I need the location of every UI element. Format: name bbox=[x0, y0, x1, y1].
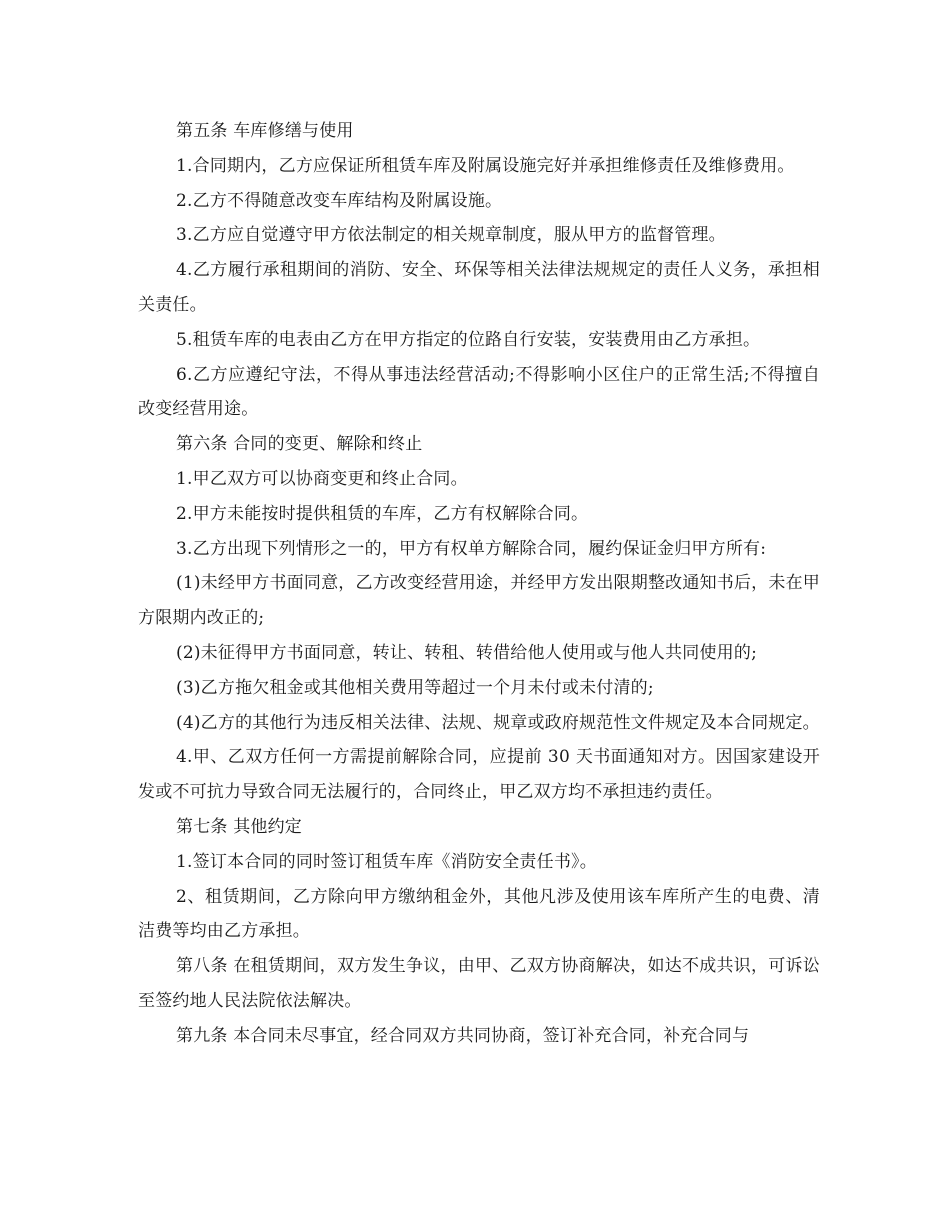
clause-6-3-item-3: (3)乙方拖欠租金或其他相关费用等超过一个月未付或未付清的; bbox=[176, 677, 654, 698]
clause-6-3: 3.乙方出现下列情形之一的，甲方有权单方解除合同，履约保证金归甲方所有: bbox=[176, 538, 767, 559]
clause-7-1: 1.签订本合同的同时签订租赁车库《消防安全责任书》。 bbox=[176, 851, 597, 872]
clause-6-2: 2.甲方未能按时提供租赁的车库，乙方有权解除合同。 bbox=[176, 503, 589, 524]
article-6-heading: 第六条 合同的变更、解除和终止 bbox=[176, 434, 423, 455]
clause-6-3-item-1: (1)未经甲方书面同意，乙方改变经营用途，并经甲方发出限期整改通知书后，未在甲方限期内改正的; bbox=[138, 573, 820, 629]
clause-6-1: 1.甲乙双方可以协商变更和终止合同。 bbox=[176, 468, 468, 489]
article-9: 第九条 本合同未尽事宜，经合同双方共同协商，签订补充合同，补充合同与 bbox=[176, 1025, 750, 1046]
article-5-heading: 第五条 车库修缮与使用 bbox=[176, 121, 354, 141]
clause-6-4: 4.甲、乙双方任何一方需提前解除合同，应提前 30 天书面通知对方。因国家建设开发或不可抗力导致合同无法履行的，合同终止，甲乙双方均不承担违约责任。 bbox=[138, 747, 820, 803]
clause-5-2: 2.乙方不得随意改变车库结构及附属设施。 bbox=[176, 190, 503, 211]
article-8: 第八条 在租赁期间，双方发生争议，由甲、乙双方协商解决，如达不成共识，可诉讼至签约地人民法院依法解决。 bbox=[138, 956, 820, 1011]
clause-6-3-item-2: (2)未征得甲方书面同意，转让、转租、转借给他人使用或与他人共同使用的; bbox=[176, 642, 758, 663]
clause-5-5: 5.租赁车库的电表由乙方在甲方指定的位路自行安装，安装费用由乙方承担。 bbox=[176, 329, 761, 350]
clause-5-4: 4.乙方履行承租期间的消防、安全、环保等相关法律法规规定的责任人义务，承担相关责任。 bbox=[138, 260, 820, 315]
clause-7-2: 2、租赁期间，乙方除向甲方缴纳租金外，其他凡涉及使用该车库所产生的电费、清洁费等均由乙方承担。 bbox=[138, 886, 820, 942]
clause-5-3: 3.乙方应自觉遵守甲方依法制定的相关规章制度，服从甲方的监督管理。 bbox=[176, 225, 726, 246]
clause-5-1: 1.合同期内，乙方应保证所租赁车库及附属设施完好并承担维修责任及维修费用。 bbox=[176, 155, 795, 176]
clause-6-3-item-4: (4)乙方的其他行为违反相关法律、法规、规章或政府规范性文件规定及本合同规定。 bbox=[176, 712, 820, 733]
clause-5-6: 6.乙方应遵纪守法，不得从事违法经营活动;不得影响小区住户的正常生活;不得擅自改变经营用途。 bbox=[138, 364, 820, 420]
document-page bbox=[138, 114, 820, 1054]
article-7-heading: 第七条 其他约定 bbox=[176, 816, 303, 837]
